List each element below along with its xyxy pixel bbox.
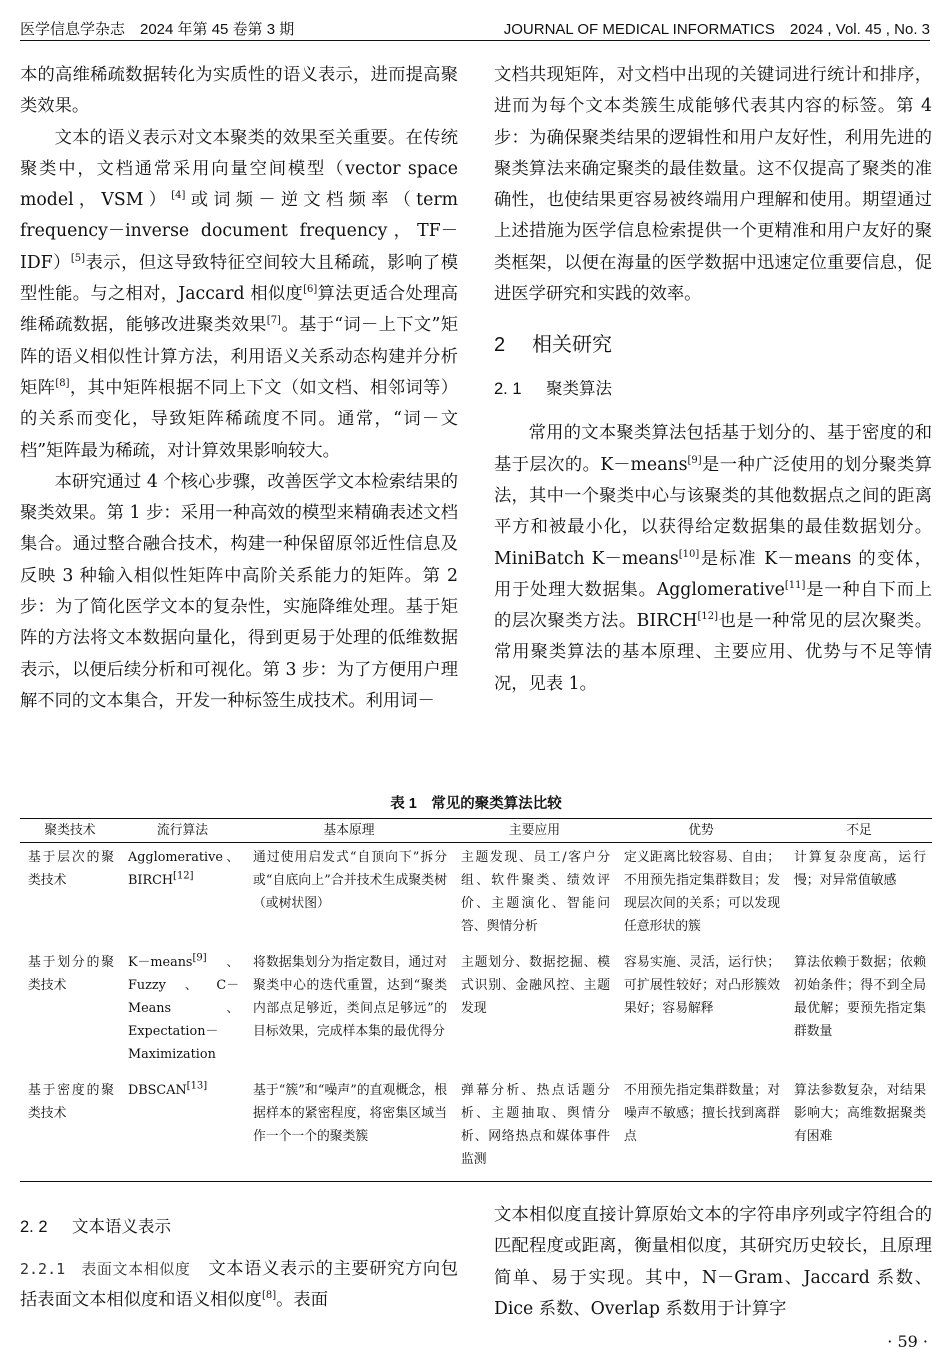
table-cell: 算法依赖于数据；依赖初始条件；得不到全局最优解；要预先指定集群数量 xyxy=(794,955,926,1039)
table-header-row xyxy=(20,819,932,843)
table-cell: 将数据集划分为指定数目，通过对聚类中心的迭代重置，达到“聚类内部点足够近，类间点足够远”的目标效果，完成样本集的最优得分 xyxy=(253,955,447,1039)
citation: [5] xyxy=(70,253,86,265)
table-cell: 计算复杂度高，运行慢；对异常值敏感 xyxy=(794,850,926,888)
table-row xyxy=(20,843,932,949)
subsubsection-heading: 2.2.1 表面文本相似度 xyxy=(20,1260,191,1278)
paragraph: 本研究通过 4 个核心步骤，改善医学文本检索结果的聚类效果。第 1 步：采用一种高效的模型来精确表述文档集合。通过整合融合技术，构建一种保留原邻近性信息及反映 3 种输入相似性矩阵中高阶关系能力的矩阵。第 2 步：为了简化医学文本的复杂性，实施降维处理。基于矩阵的方法将文本数据向量化，得到更易于处理的低维数据表示，以便后续分析和可视化。第 3 步：为了方便用户理解不同的文本集合，开发一种标签生成技术。利用词－ xyxy=(20,471,458,711)
table-cell: 基于密度的聚类技术 xyxy=(20,1076,120,1182)
column-header: 流行算法 xyxy=(120,819,245,843)
citation: [6] xyxy=(303,284,318,296)
table-cell: 算法参数复杂，对结果影响大；高维数据聚类有困难 xyxy=(786,1076,932,1182)
table-cell: 基于“簇”和“噪声”的直观概念，根据样本的紧密程度，将密集区域当作一个一个的聚类簇 xyxy=(245,1076,453,1182)
left-column-bottom xyxy=(20,1212,458,1317)
paragraph: 常用的文本聚类算法包括基于划分的、基于密度的和基于层次的。K－means[9]是一种广泛使用的划分聚类算法，其中一个聚类中心与该聚类的其他数据点之间的距离平方和被最小化，以获得给定数据集的最佳数据划分。MiniBatch K－means[10]是标准 K－means 的变体，用于处理大数据集。Agglomerative[11]是一种自下而上的层次聚类方法。BIRCH[12]也是一种常见的层次聚类。常用聚类算法的基本原理、主要应用、优势与不足等情况，见表 1。 xyxy=(494,423,933,694)
column-header: 优势 xyxy=(616,819,786,843)
right-column-bottom xyxy=(494,1200,932,1325)
journal-title-en: JOURNAL OF MEDICAL INFORMATICS 2024 , Vol. 45 , No. 3 xyxy=(503,21,930,38)
citation: [9] xyxy=(687,454,702,466)
column-header: 主要应用 xyxy=(453,819,616,843)
paragraph: 文本相似度直接计算原始文本的字符串序列或字符组合的匹配程度或距离，衡量相似度，其研究历史较长，且原理简单、易于实现。其中，N－Gram、Jaccard 系数、Dice 系数、Overlap 系数用于计算字 xyxy=(494,1205,932,1319)
left-column-top xyxy=(20,60,458,717)
journal-title-cn: 医学信息学杂志 2024 年第 45 卷第 3 期 xyxy=(20,21,295,38)
citation: [8] xyxy=(55,378,70,390)
table-cell: 不用预先指定集群数量；对噪声不敏感；擅长找到离群点 xyxy=(616,1076,786,1182)
column-header: 不足 xyxy=(786,819,932,843)
table-cell: Agglomerative、BIRCH[12] xyxy=(128,850,239,888)
citation: [13] xyxy=(186,1080,208,1092)
paragraph: 2.2.1 表面文本相似度 文本语义表示的主要研究方向包括表面文本相似度和语义相似度[8]。表面 xyxy=(20,1259,458,1311)
table-caption: 表 1 常见的聚类算法比较 xyxy=(390,796,562,812)
column-header: 基本原理 xyxy=(245,819,453,843)
paragraph: 文档共现矩阵，对文档中出现的关键词进行统计和排序，进而为每个文本类簇生成能够代表其内容的标签。第 4 步：为确保聚类结果的逻辑性和用户友好性，利用先进的聚类算法来确定聚类的最佳数量。这不仅提高了聚类的准确性，也使结果更容易被终端用户理解和使用。期望通过上述措施为医学信息检索提供一个更精准和用户友好的聚类框架，以便在海量的医学数据中迅速定位重要信息，促进医学研究和实践的效率。 xyxy=(494,65,932,305)
subsection-heading: 2. 1 聚类算法 xyxy=(494,380,612,399)
table-row xyxy=(20,1076,932,1182)
section-heading: 2 相关研究 xyxy=(494,334,612,357)
table-cell: 定义距离比较容易、自由；不用预先指定集群数目；发现层次间的关系；可以发现任意形状的簇 xyxy=(624,850,780,934)
citation: [12] xyxy=(697,611,719,623)
running-header xyxy=(20,16,930,41)
paragraph: 文本的语义表示对文本聚类的效果至关重要。在传统聚类中，文档通常采用向量空间模型（vector space model，VSM）[4]或词频－逆文档频率（term frequency－inverse document frequency，TF－IDF）[5]表示，但这导致特征空间较大且稀疏，影响了模型性能。与之相对，Jaccard 相似度[6]算法更适合处理高维稀疏数据，能够改进聚类效果[7]。基于“词－上下文”矩阵的语义相似性计算方法，利用语义关系动态构建并分析矩阵[8]，其中矩阵根据不同上下文（如文档、相邻词等）的关系而变化，导致矩阵稀疏度不同。通常，“词－文档”矩阵最为稀疏，对计算效果影响较大。 xyxy=(20,127,458,461)
table-cell: 基于划分的聚类技术 xyxy=(28,955,114,993)
citation: [8] xyxy=(261,1290,277,1302)
right-column-top xyxy=(494,60,932,700)
comparison-table xyxy=(20,818,932,1182)
table-cell: 主题划分、数据挖掘、模式识别、金融风控、主题发现 xyxy=(461,955,610,1016)
table-cell: K－means[9]、Fuzzy、C－Means、Expectation－Maximization xyxy=(128,952,239,1062)
citation: [10] xyxy=(678,548,700,560)
citation: [9] xyxy=(192,952,207,964)
table-cell: 容易实施、灵活，运行快；可扩展性较好；对凸形簇效果好；容易解释 xyxy=(624,955,780,1016)
table-cell: 弹幕分析、热点话题分析、主题抽取、舆情分析、网络热点和媒体事件监测 xyxy=(453,1076,616,1182)
citation: [11] xyxy=(784,580,806,592)
citation: [7] xyxy=(266,315,281,327)
table-cell: 通过使用启发式“自顶向下”拆分或“自底向上”合并技术生成聚类树（或树状图） xyxy=(253,850,447,911)
paragraph: 本的高维稀疏数据转化为实质性的语义表示，进而提高聚类效果。 xyxy=(20,65,458,117)
citation: [4] xyxy=(171,190,186,202)
page-number: · 59 · xyxy=(887,1332,928,1351)
table-cell: 主题发现、员工/客户分组、软件聚类、绩效评价、主题演化、智能问答、舆情分析 xyxy=(461,850,610,934)
column-header: 聚类技术 xyxy=(20,819,120,843)
table-cell: DBSCAN[13] xyxy=(120,1076,245,1182)
citation: [12] xyxy=(173,870,194,882)
table-row xyxy=(20,948,932,1076)
subsection-heading: 2. 2 文本语义表示 xyxy=(20,1218,171,1236)
table-cell: 基于层次的聚类技术 xyxy=(28,850,114,888)
